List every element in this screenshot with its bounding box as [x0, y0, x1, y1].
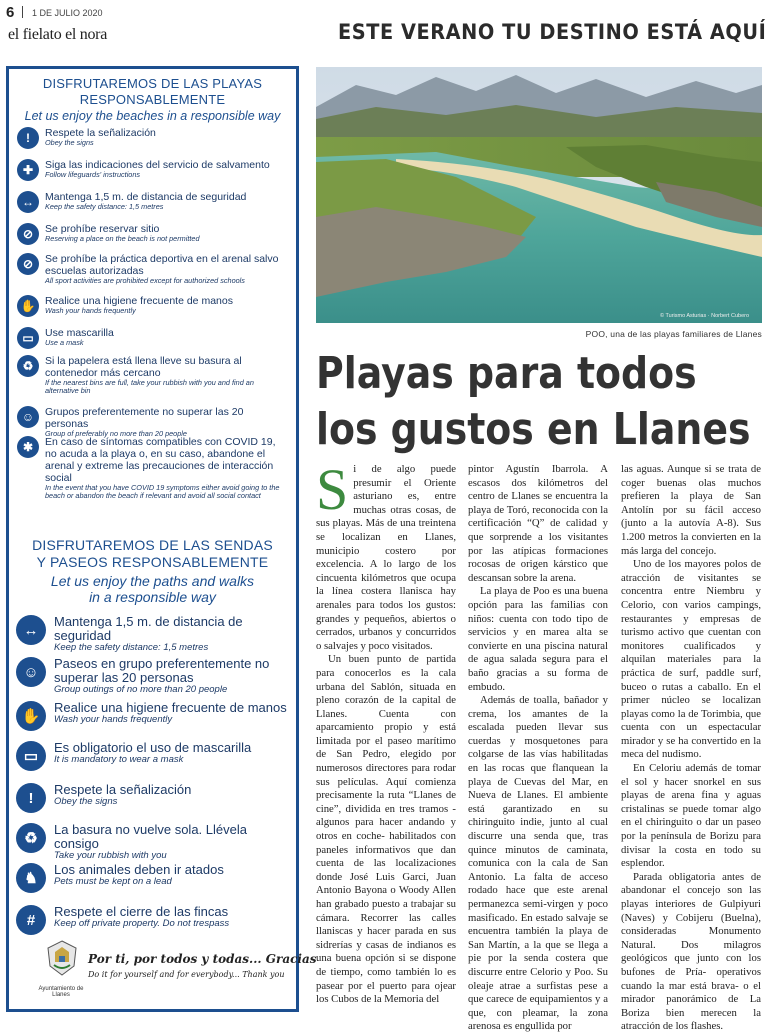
rule-translation: It is mandatory to wear a mask	[54, 754, 184, 765]
beach-rule	[17, 223, 289, 245]
header-divider	[22, 6, 23, 18]
lifeguard-icon: ✚	[17, 159, 39, 181]
mask-icon: ▭	[17, 327, 39, 349]
article-column-2	[468, 463, 608, 1034]
rule-translation: Obey the signs	[45, 138, 94, 147]
rule-text: Si la papelera está llena lleve su basura al contenedor más cercano	[45, 355, 242, 379]
responsible-use-box	[6, 66, 299, 1012]
rule-translation: Pets must be kept on a lead	[54, 876, 172, 887]
rule-text: En caso de síntomas compatibles con COVID 19, no acuda a la playa o, en su caso, abandone el arenal y extreme las precauciones de interacción social	[45, 436, 276, 484]
section-heading: ESTE VERANO TU DESTINO ESTÁ AQUÍ	[338, 20, 767, 44]
beach-rule	[17, 406, 289, 438]
hand-wash-icon: ✋	[17, 295, 39, 317]
rule-translation: Group of preferably no more than 20 people	[45, 429, 187, 438]
newspaper-logo: el fielato el nora	[8, 26, 107, 43]
beaches-title-2: RESPONSABLEMENTE	[79, 92, 226, 107]
rule-text: Grupos preferentemente no superar las 20 personas	[45, 406, 244, 430]
beach-rule	[17, 191, 289, 213]
path-rule	[16, 657, 291, 695]
path-rule	[16, 741, 291, 771]
rule-translation: Reserving a place on the beach is not permitted	[45, 234, 200, 243]
rule-translation: Use a mask	[45, 338, 84, 347]
rule-text: Es obligatorio el uso de mascarilla	[54, 740, 252, 755]
distance-icon: ↔	[17, 191, 39, 213]
photo-caption: POO, una de las playas familiares de Llanes	[585, 329, 762, 339]
article-paragraph: las aguas. Aunque si se trata de coger buenas olas muchos prefieren la playa de San Antolín por su fácil acceso (junto a la autovía A-8). Sus 1.200 metros la convierten en la más larga del concejo.	[621, 463, 761, 557]
rule-translation: Obey the signs	[54, 796, 118, 807]
town-hall-crest-icon	[42, 938, 82, 978]
article-paragraph: En Celoriu además de tomar el sol y hacer snorkel en sus playas de arena fina y aguas cristalinas se puede tomar algo en el chiringuito o dar un paseo por la península de Borizu para divisar la costa en todo su esplendor.	[621, 762, 761, 870]
town-hall-label: Ayuntamiento de Llanes	[38, 986, 84, 998]
path-rule	[16, 863, 291, 893]
rule-text: Se prohíbe reservar sitio	[45, 223, 160, 235]
beach-photo	[316, 67, 762, 323]
drop-cap: S	[316, 457, 349, 522]
paths-subtitle-1: Let us enjoy the paths and walks	[50, 573, 255, 589]
article-paragraph: Uno de los mayores polos de atracción de visitantes se concentra entre Niembru y Celorio, con varios campings, restaurantes y empresas de turismo activo que cuentan con monitores cualificados y alquilan materiales para la práctica de surf, paddle surf, buceo o rutas a caballo. En el primer núcleo se localizan playas como la de Torimbia, que cuenta con un espectacular mirador y se ha convertido en la meca del nudismo.	[621, 558, 761, 761]
rule-translation: Take your rubbish with you	[54, 850, 167, 861]
path-rule	[16, 615, 291, 653]
rule-text: Respete la señalización	[45, 127, 156, 139]
rule-text: Respete el cierre de las fincas	[54, 904, 229, 919]
mask-icon: ▭	[16, 741, 46, 771]
path-rule	[16, 823, 291, 861]
beaches-subtitle: Let us enjoy the beaches in a responsible way	[24, 109, 281, 123]
photo-credit: © Turismo Asturias · Norbert Cubero	[660, 313, 750, 319]
article-column-1	[316, 457, 456, 1007]
beach-rule	[17, 127, 289, 149]
paths-subtitle-2: in a responsible way	[89, 589, 216, 605]
rule-text: Los animales deben ir atados	[54, 862, 224, 877]
fence-icon: #	[16, 905, 46, 935]
bin-icon: ♻	[17, 355, 39, 377]
path-rule	[16, 701, 291, 731]
article-paragraph: i de algo puede presumir el Oriente asturiano es, entre muchas otras cosas, de sus playas. Más de una treintena se localizan en Llanes, municipio costero por excelencia. A lo largo de los cincuenta kilómetros que ocupa la línea costera llanisca hay arenales para todos los gustos: grandes y pequeños, abiertos o cerrados, urbanos y concurridos o salvajes y poco visitados.	[316, 463, 456, 652]
rule-translation: Keep off private property. Do not trespass	[54, 918, 230, 929]
rule-text: Respete la señalización	[54, 782, 192, 797]
rule-translation: Follow lifeguards' instructions	[45, 170, 141, 179]
rule-translation: Keep the safety distance: 1,5 metres	[45, 202, 164, 211]
page-number: 6	[6, 4, 15, 21]
dog-icon: ♞	[16, 863, 46, 893]
rule-text: Use mascarilla	[45, 327, 114, 339]
beaches-title-1: DISFRUTAREMOS DE LAS PLAYAS	[42, 76, 263, 91]
page-date: 1 DE JULIO 2020	[32, 8, 103, 18]
no-sports-icon: ⊘	[17, 253, 39, 275]
article-paragraph: Además de toalla, bañador y crema, los amantes de la escalada pueden llevar sus cuerdas y mosquetones para colgarse de las vías habilitadas en las rocas que flanquean la playa de Cuevas del Mar, en Nueva de Llanes. El ambiente está garantizado en su chiringuito indie, junto al cual discurre una senda que, tras quince minutos de caminata, comunica con la cala de San Antonio. La falta de acceso rodado hace que este arenal permanezca semi-virgen y poco masificado. En estado salvaje se encuentra también la playa de San Martín, a la que se llega a pie por la senda costera que discurre entre Celorio y Poo. Su oleaje atrae a surfistas pese a que carece de equipamientos y a que, con pleamar, la zona arenosa es engullida por	[468, 694, 608, 1033]
path-rule	[16, 783, 291, 813]
bin-icon: ♻	[16, 823, 46, 853]
rule-translation: Group outings of no more than 20 people	[54, 684, 228, 695]
beach-rule	[17, 295, 289, 317]
beach-rule	[17, 355, 289, 395]
warning-icon: !	[16, 783, 46, 813]
paths-title-2: Y PASEOS RESPONSABLEMENTE	[36, 554, 269, 570]
covid-icon: ✱	[17, 436, 39, 458]
beach-rule	[17, 159, 289, 181]
distance-icon: ↔	[16, 615, 46, 645]
rule-translation: All sport activities are prohibited except for authorized schools	[45, 276, 245, 285]
hand-wash-icon: ✋	[16, 701, 46, 731]
rule-text: La basura no vuelve sola. Llévela consigo	[54, 822, 247, 851]
rule-translation: Wash your hands frequently	[54, 714, 173, 725]
no-reserve-icon: ⊘	[17, 223, 39, 245]
article-column-3	[621, 463, 761, 1034]
group-icon: ☺	[17, 406, 39, 428]
rule-text: Realice una higiene frecuente de manos	[45, 295, 233, 307]
article-paragraph: Parada obligatoria antes de abandonar el concejo son las playas interiores de Gulpiyuri (Naves) y Cobijeru (Buelna), consideradas Monumento Natural. Dos milagros geológicos que junto con los bufones de Pría- operativos cuando la mar está brava- o el mirador panorámico de La Boriza bien merecen la atracción de los flashes.	[621, 870, 761, 1033]
rule-translation: Wash your hands frequently	[45, 306, 136, 315]
rule-text: Mantenga 1,5 m. de distancia de seguridad	[54, 614, 243, 643]
paths-title-1: DISFRUTAREMOS DE LAS SENDAS	[32, 537, 273, 553]
headline-line-2: los gustos en Llanes	[316, 404, 751, 455]
article-paragraph: La playa de Poo es una buena opción para las familias con niños: cuenta con todo tipo de servicios y en marea alta se convierte en una piscina natural de agua salada segura para el baño gracias a su forma de embudo.	[468, 585, 608, 693]
rule-text: Se prohíbe la práctica deportiva en el arenal salvo escuelas autorizadas	[45, 253, 279, 277]
footer-slogan-english: Do it for yourself and for everybody... Thank you	[88, 970, 285, 979]
rule-translation: In the event that you have COVID 19 symptoms either avoid going to the beach or abandon the beach if relevant and avoid all social contact	[45, 483, 280, 500]
rule-text: Mantenga 1,5 m. de distancia de seguridad	[45, 191, 247, 203]
path-rule	[16, 905, 291, 935]
rule-translation: If the nearest bins are full, take your rubbish with you and find an alternative bin	[45, 378, 254, 395]
article-paragraph: pintor Agustín Ibarrola. A escasos dos kilómetros del centro de Llanes se encuentra la playa de Toró, reconocida con la certificación “Q” de calidad y que sorprende a los visitantes por las atípicas formaciones rocosas de origen kárstico que descansan sobre la arena.	[468, 463, 608, 584]
warning-icon: !	[17, 127, 39, 149]
footer-slogan: Por ti, por todos y todas... Gracias	[88, 952, 317, 966]
rule-text: Siga las indicaciones del servicio de salvamento	[45, 159, 270, 171]
beach-rule	[17, 327, 289, 349]
article-paragraph: Un buen punto de partida para conocerlos es la cala urbana del Sablón, situada en pleno corazón de la capital de Llanes. Cuenta con aparcamiento propio y está limitada por el paseo marítimo de San Pedro, elegido por numerosos directores para rodar sus películas. Aquí comienza precisamente la ruta “Llanes de cine”, dividida en tres tramos -algunos para hacer andando y otros en coche- habilitados con paneles informativos que dan cuenta de las localizaciones donde José Luis Garci, Juan Antonio Bayona o Woody Allen han grabado puesto a trabajar su cámara. Recorrer las calles llaniscas y hacer parada en sus sidrerías y casas de indianos es una buena opción si se dispone de tiempo, como también lo es pasear por el puerto para ojear los Cubos de la Memoria del	[316, 653, 456, 1006]
beach-rule	[17, 253, 289, 285]
beach-rule	[17, 436, 289, 500]
headline-line-1: Playas para todos	[316, 348, 697, 399]
rule-text: Realice una higiene frecuente de manos	[54, 700, 287, 715]
article-headline	[316, 346, 751, 458]
rule-text: Paseos en grupo preferentemente no superar las 20 personas	[54, 656, 270, 685]
rule-translation: Keep the safety distance: 1,5 metres	[54, 642, 209, 653]
group-icon: ☺	[16, 657, 46, 687]
